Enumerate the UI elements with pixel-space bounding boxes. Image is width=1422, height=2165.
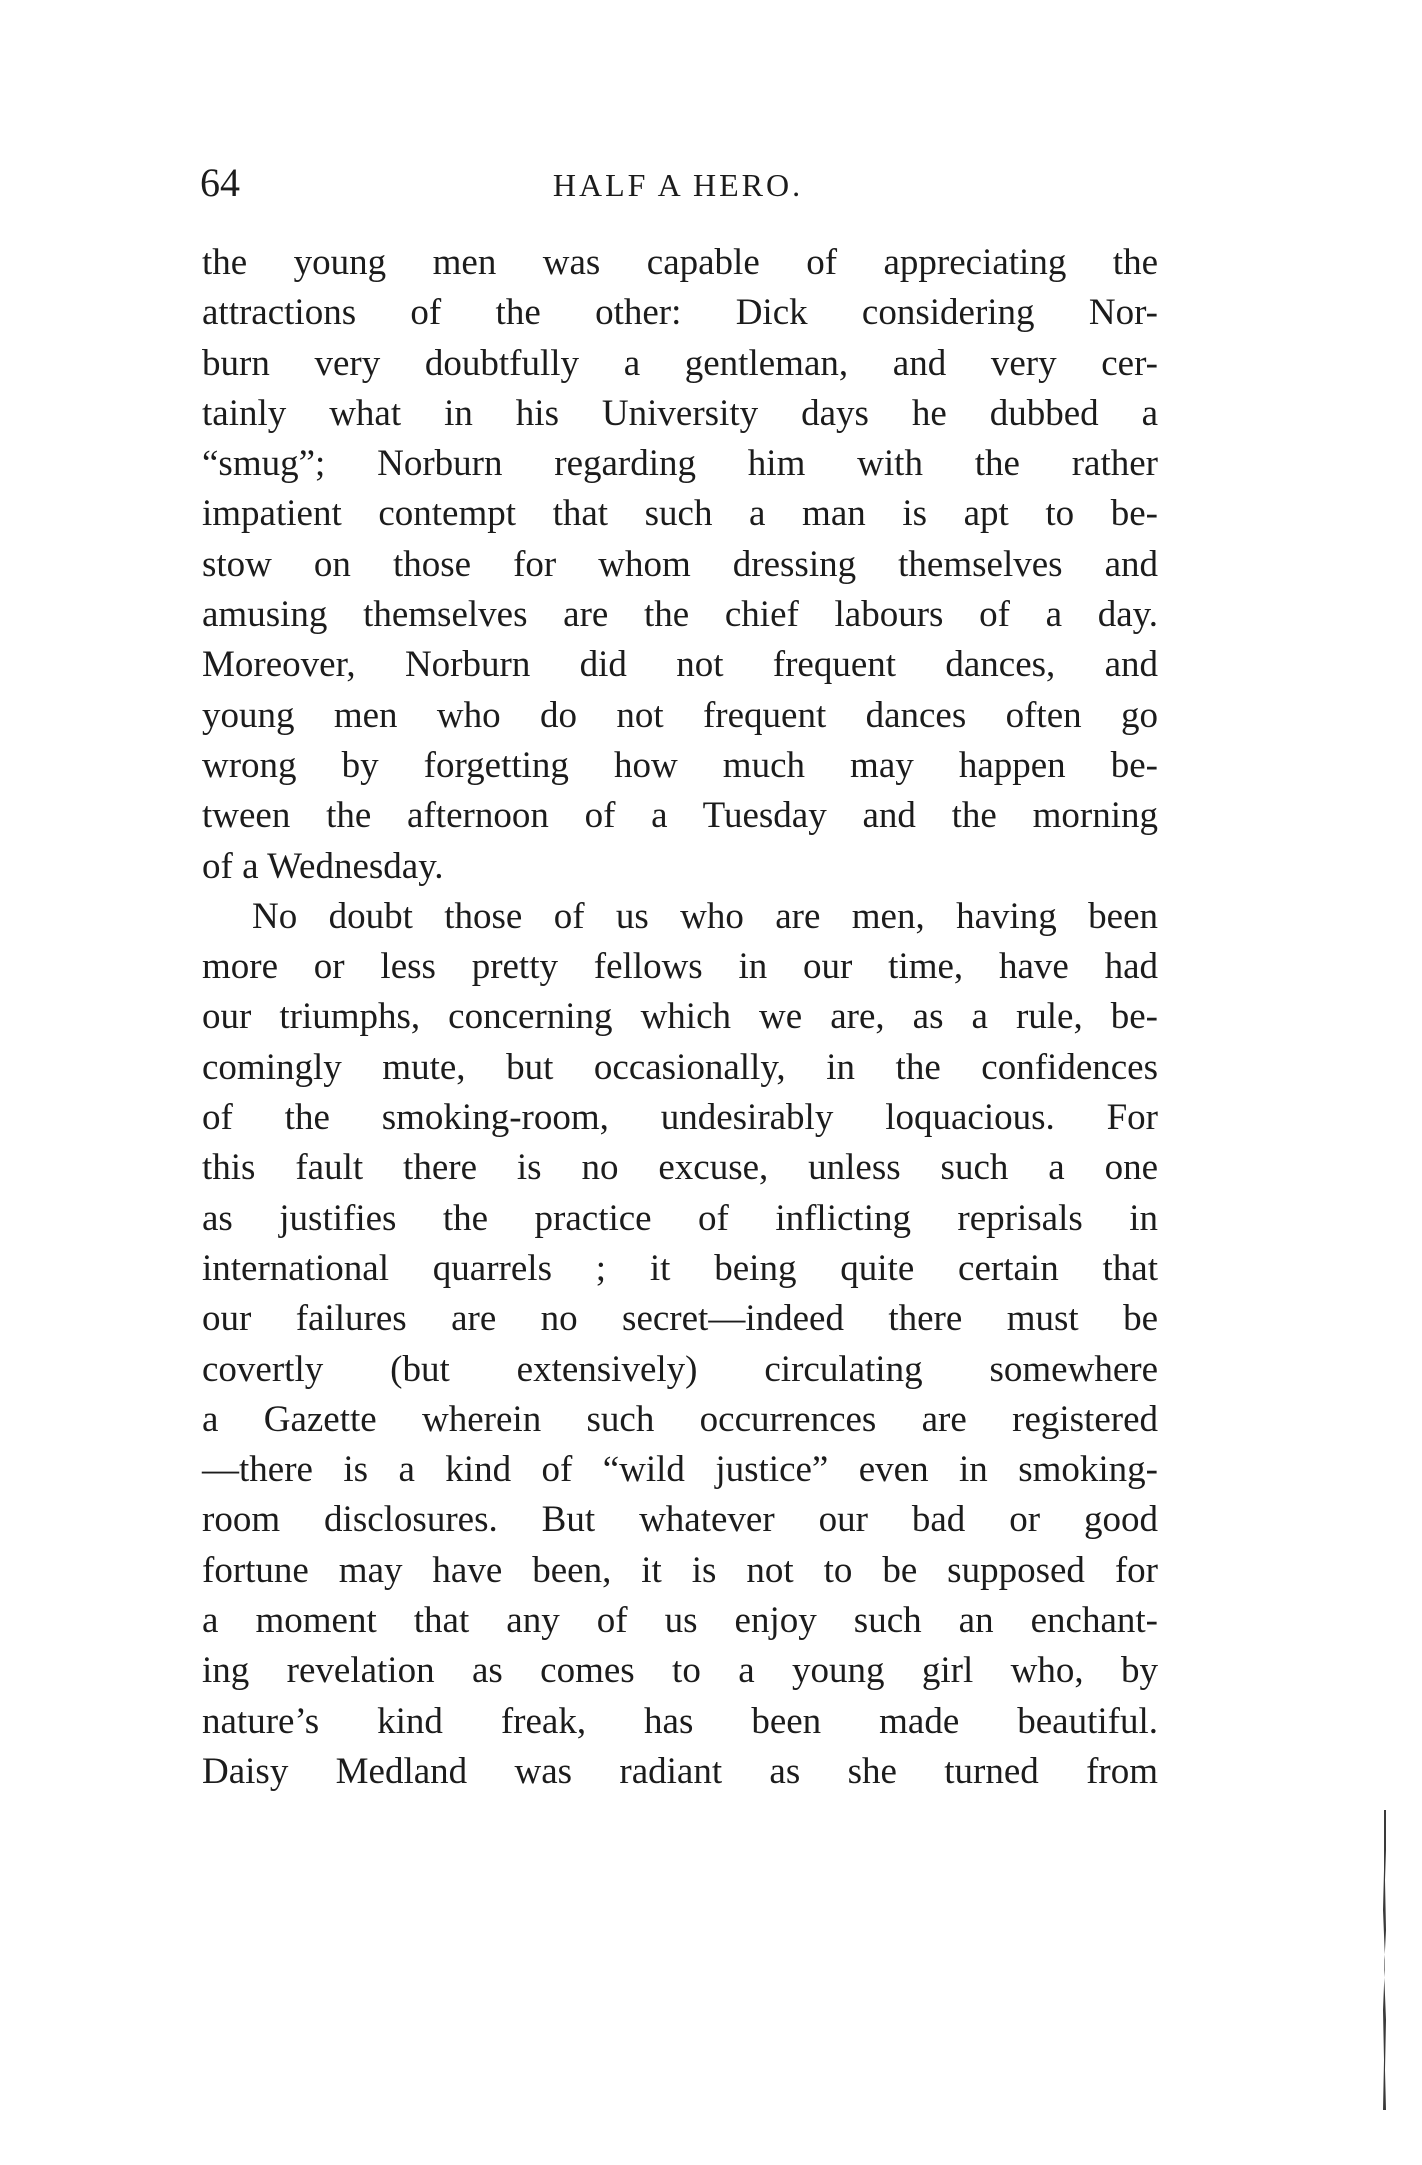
paragraph-1 bbox=[202, 238, 1158, 892]
text-line: this fault there is no excuse, unless such a one bbox=[202, 1147, 1158, 1189]
page-header bbox=[200, 158, 1156, 208]
text-line: our triumphs, concerning which we are, as a rule, be- bbox=[202, 996, 1158, 1038]
text-line: room disclosures. But whatever our bad or good bbox=[202, 1499, 1158, 1541]
text-line: a moment that any of us enjoy such an enchant- bbox=[202, 1600, 1158, 1642]
text-line: fortune may have been, it is not to be supposed for bbox=[202, 1549, 1158, 1591]
text-line: our failures are no secret—indeed there must be bbox=[202, 1298, 1158, 1340]
text-line: stow on those for whom dressing themselves and bbox=[202, 543, 1158, 585]
text-line: amusing themselves are the chief labours of a day. bbox=[202, 594, 1158, 636]
text-line: tween the afternoon of a Tuesday and the morning bbox=[202, 795, 1158, 837]
text-line: of the smoking-room, undesirably loquacious. For bbox=[202, 1097, 1158, 1139]
text-line: ing revelation as comes to a young girl who, by bbox=[202, 1650, 1158, 1692]
text-line: “smug”; Norburn regarding him with the rather bbox=[202, 443, 1158, 485]
text-line: as justifies the practice of inflicting reprisals in bbox=[202, 1197, 1158, 1239]
text-line: No doubt those of us who are men, having been bbox=[252, 895, 1158, 937]
text-line: of a Wednesday. bbox=[202, 845, 444, 887]
text-line: comingly mute, but occasionally, in the confidences bbox=[202, 1046, 1158, 1088]
text-line: —there is a kind of “wild justice” even in smoking- bbox=[202, 1449, 1158, 1491]
text-line: more or less pretty fellows in our time, have had bbox=[202, 946, 1158, 988]
text-line: nature’s kind freak, has been made beautiful. bbox=[202, 1700, 1158, 1742]
text-line: young men who do not frequent dances often go bbox=[202, 694, 1158, 736]
text-line: a Gazette wherein such occurrences are registered bbox=[202, 1398, 1158, 1440]
text-line: the young men was capable of appreciating the bbox=[202, 242, 1158, 283]
text-line: attractions of the other: Dick considering Nor- bbox=[202, 292, 1158, 334]
text-line: covertly (but extensively) circulating somewhere bbox=[202, 1348, 1158, 1390]
text-line: burn very doubtfully a gentleman, and very cer- bbox=[202, 342, 1158, 384]
text-line: impatient contempt that such a man is apt to be- bbox=[202, 493, 1158, 535]
text-line: Daisy Medland was radiant as she turned from bbox=[202, 1750, 1158, 1792]
binding-edge-mark bbox=[1380, 1810, 1390, 2110]
page-number: 64 bbox=[200, 160, 240, 205]
body-text bbox=[202, 238, 1158, 1797]
paragraph-2 bbox=[202, 892, 1158, 1797]
text-line: wrong by forgetting how much may happen be- bbox=[202, 744, 1158, 786]
text-line: tainly what in his University days he dubbed a bbox=[202, 392, 1158, 434]
running-title: HALF A HERO. bbox=[552, 167, 804, 203]
text-line: international quarrels ; it being quite certain that bbox=[202, 1247, 1158, 1289]
text-line: Moreover, Norburn did not frequent dances, and bbox=[202, 644, 1158, 686]
